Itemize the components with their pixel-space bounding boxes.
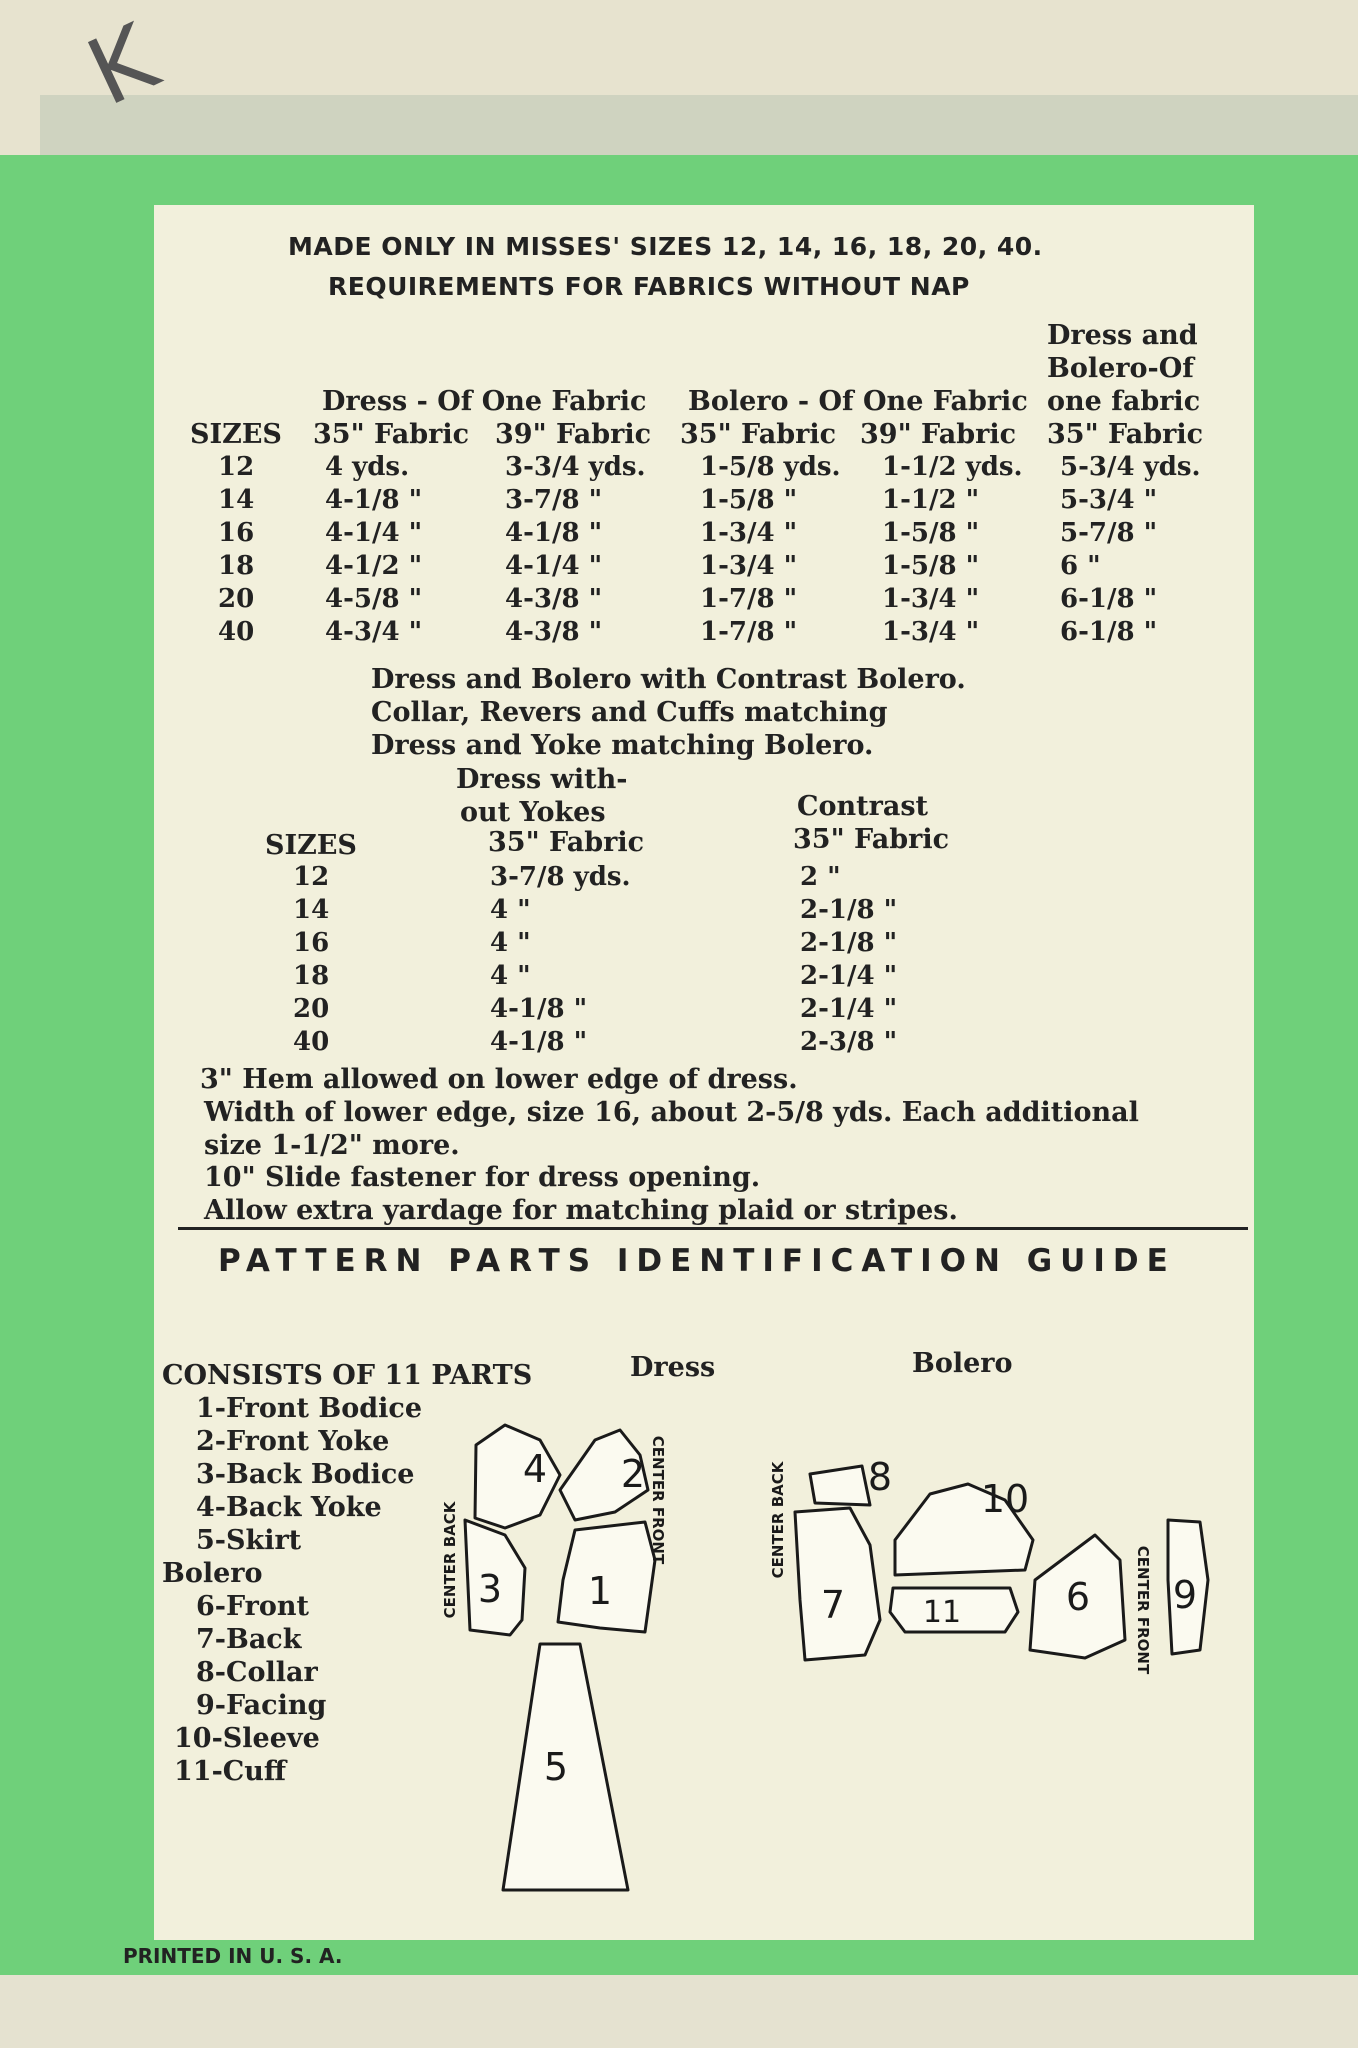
group-header-both-1: Dress and [1047, 320, 1198, 351]
size-cell: 20 [218, 584, 255, 614]
yardage-cell: 6-1/8 " [1060, 584, 1158, 614]
t2-sizes-header: SIZES [265, 830, 357, 861]
center-back-label-dress: CENTER BACK [441, 1501, 459, 1619]
yardage-cell: 2-3/8 " [800, 1027, 898, 1057]
yardage-cell: 1-5/8 " [882, 551, 980, 581]
piece-number-10: 10 [980, 1477, 1030, 1521]
group-header-both-3: one fabric [1047, 386, 1201, 417]
group-header-bolero: Bolero - Of One Fabric [688, 386, 1028, 417]
size-cell: 14 [293, 895, 330, 925]
part-item: 5-Skirt [196, 1525, 302, 1556]
part-item: 10-Sleeve [174, 1723, 320, 1754]
part-item: 8-Collar [196, 1657, 318, 1688]
col-dress-39: 39" Fabric [495, 419, 652, 450]
part-item: 9-Facing [196, 1690, 327, 1721]
col-sizes: SIZES [190, 419, 282, 450]
guide-title: PATTERN PARTS IDENTIFICATION GUIDE [218, 1243, 1176, 1279]
piece-number-7: 7 [820, 1583, 846, 1627]
yardage-cell: 4-1/8 " [325, 485, 423, 515]
piece-number-3: 3 [477, 1567, 503, 1611]
yardage-cell: 1-1/2 yds. [882, 452, 1023, 482]
center-front-label-bolero: CENTER FRONT [1134, 1545, 1152, 1675]
piece-number-1: 1 [587, 1569, 613, 1613]
part-item: 4-Back Yoke [196, 1492, 382, 1523]
sizes-heading: MADE ONLY IN MISSES' SIZES 12, 14, 16, 18, 20, 40. [288, 232, 1043, 261]
t2-dress-header-2: out Yokes [460, 797, 606, 828]
size-cell: 20 [293, 994, 330, 1024]
piece-number-2: 2 [620, 1452, 646, 1496]
yardage-cell: 3-3/4 yds. [505, 452, 646, 482]
contrast-note-1: Dress and Bolero with Contrast Bolero. [371, 664, 966, 695]
col-both-35: 35" Fabric [1047, 419, 1204, 450]
yardage-cell: 1-7/8 " [700, 584, 798, 614]
piece-back-yoke [475, 1425, 560, 1528]
bolero-diagram-label: Bolero [912, 1348, 1013, 1379]
group-header-dress: Dress - Of One Fabric [322, 386, 647, 417]
size-cell: 14 [218, 485, 255, 515]
yardage-cell: 4-1/2 " [325, 551, 423, 581]
yardage-cell: 5-3/4 " [1060, 485, 1158, 515]
part-item: 2-Front Yoke [196, 1426, 390, 1457]
piece-number-8: 8 [867, 1455, 893, 1499]
yardage-cell: 2-1/8 " [800, 895, 898, 925]
t2-contrast-header-1: Contrast [797, 791, 928, 822]
yardage-cell: 2-1/4 " [800, 994, 898, 1024]
note-fastener: 10" Slide fastener for dress opening. [204, 1162, 761, 1193]
col-dress-35: 35" Fabric [313, 419, 470, 450]
yardage-cell: 1-3/4 " [700, 551, 798, 581]
requirements-heading: REQUIREMENTS FOR FABRICS WITHOUT NAP [328, 272, 970, 301]
parts-count: CONSISTS OF 11 PARTS [162, 1360, 533, 1391]
yardage-cell: 1-3/4 " [882, 617, 980, 647]
part-item: 11-Cuff [174, 1756, 287, 1787]
contrast-note-3: Dress and Yoke matching Bolero. [371, 730, 874, 761]
size-cell: 18 [293, 961, 330, 991]
yardage-cell: 4-3/8 " [505, 617, 603, 647]
size-cell: 16 [293, 928, 330, 958]
note-width-cont: size 1-1/2" more. [204, 1130, 460, 1161]
yardage-cell: 1-1/2 " [882, 485, 980, 515]
contrast-note-2: Collar, Revers and Cuffs matching [371, 697, 888, 728]
t2-dress-header-3: 35" Fabric [488, 827, 645, 858]
note-width: Width of lower edge, size 16, about 2-5/8 yds. Each additional [204, 1097, 1139, 1128]
size-cell: 16 [218, 518, 255, 548]
yardage-cell: 4-5/8 " [325, 584, 423, 614]
yardage-cell: 4-1/4 " [325, 518, 423, 548]
piece-number-6: 6 [1065, 1575, 1091, 1619]
yardage-cell: 4-3/4 " [325, 617, 423, 647]
yardage-cell: 4 yds. [325, 452, 410, 482]
col-bolero-35: 35" Fabric [680, 419, 837, 450]
col-bolero-39: 39" Fabric [860, 419, 1017, 450]
t2-dress-header-1: Dress with- [456, 764, 628, 795]
yardage-cell: 1-7/8 " [700, 617, 798, 647]
dress-diagram-label: Dress [630, 1352, 716, 1383]
part-item: 1-Front Bodice [196, 1393, 423, 1424]
note-hem: 3" Hem allowed on lower edge of dress. [200, 1064, 798, 1095]
size-cell: 12 [218, 452, 255, 482]
printed-in-usa: PRINTED IN U. S. A. [123, 1944, 343, 1968]
yardage-cell: 1-5/8 " [882, 518, 980, 548]
size-cell: 40 [293, 1027, 330, 1057]
yardage-cell: 4-1/4 " [505, 551, 603, 581]
yardage-cell: 2-1/8 " [800, 928, 898, 958]
part-item: 7-Back [196, 1624, 302, 1655]
yardage-cell: 4-1/8 " [490, 994, 588, 1024]
yardage-cell: 2 " [800, 862, 841, 892]
yardage-cell: 4-1/8 " [490, 1027, 588, 1057]
piece-collar [810, 1466, 870, 1505]
yardage-cell: 1-5/8 yds. [700, 452, 841, 482]
yardage-cell: 6-1/8 " [1060, 617, 1158, 647]
yardage-cell: 4 " [490, 961, 531, 991]
yardage-cell: 1-3/4 " [700, 518, 798, 548]
piece-number-9: 9 [1172, 1573, 1198, 1617]
yardage-cell: 6 " [1060, 551, 1101, 581]
yardage-cell: 2-1/4 " [800, 961, 898, 991]
part-item: 3-Back Bodice [196, 1459, 415, 1490]
yardage-cell: 3-7/8 yds. [490, 862, 631, 892]
yardage-cell: 4-3/8 " [505, 584, 603, 614]
part-item: 6-Front [196, 1591, 310, 1622]
size-cell: 18 [218, 551, 255, 581]
bolero-parts-heading: Bolero [162, 1558, 263, 1589]
center-back-label-bolero: CENTER BACK [769, 1461, 787, 1579]
piece-number-4: 4 [522, 1447, 548, 1491]
group-header-both-2: Bolero-Of [1047, 353, 1194, 384]
piece-number-5: 5 [543, 1745, 569, 1789]
size-cell: 40 [218, 617, 255, 647]
center-front-label-dress: CENTER FRONT [649, 1435, 667, 1565]
yardage-cell: 1-5/8 " [700, 485, 798, 515]
yardage-cell: 4-1/8 " [505, 518, 603, 548]
yardage-cell: 4 " [490, 928, 531, 958]
piece-number-11: 11 [922, 1595, 962, 1630]
yardage-cell: 3-7/8 " [505, 485, 603, 515]
yardage-cell: 1-3/4 " [882, 584, 980, 614]
t2-contrast-header-2: 35" Fabric [793, 824, 950, 855]
note-plaid: Allow extra yardage for matching plaid or stripes. [204, 1195, 958, 1226]
yardage-cell: 5-3/4 yds. [1060, 452, 1201, 482]
size-cell: 12 [293, 862, 330, 892]
yardage-cell: 5-7/8 " [1060, 518, 1158, 548]
handwritten-k-mark: K [72, 4, 173, 127]
yardage-cell: 4 " [490, 895, 531, 925]
